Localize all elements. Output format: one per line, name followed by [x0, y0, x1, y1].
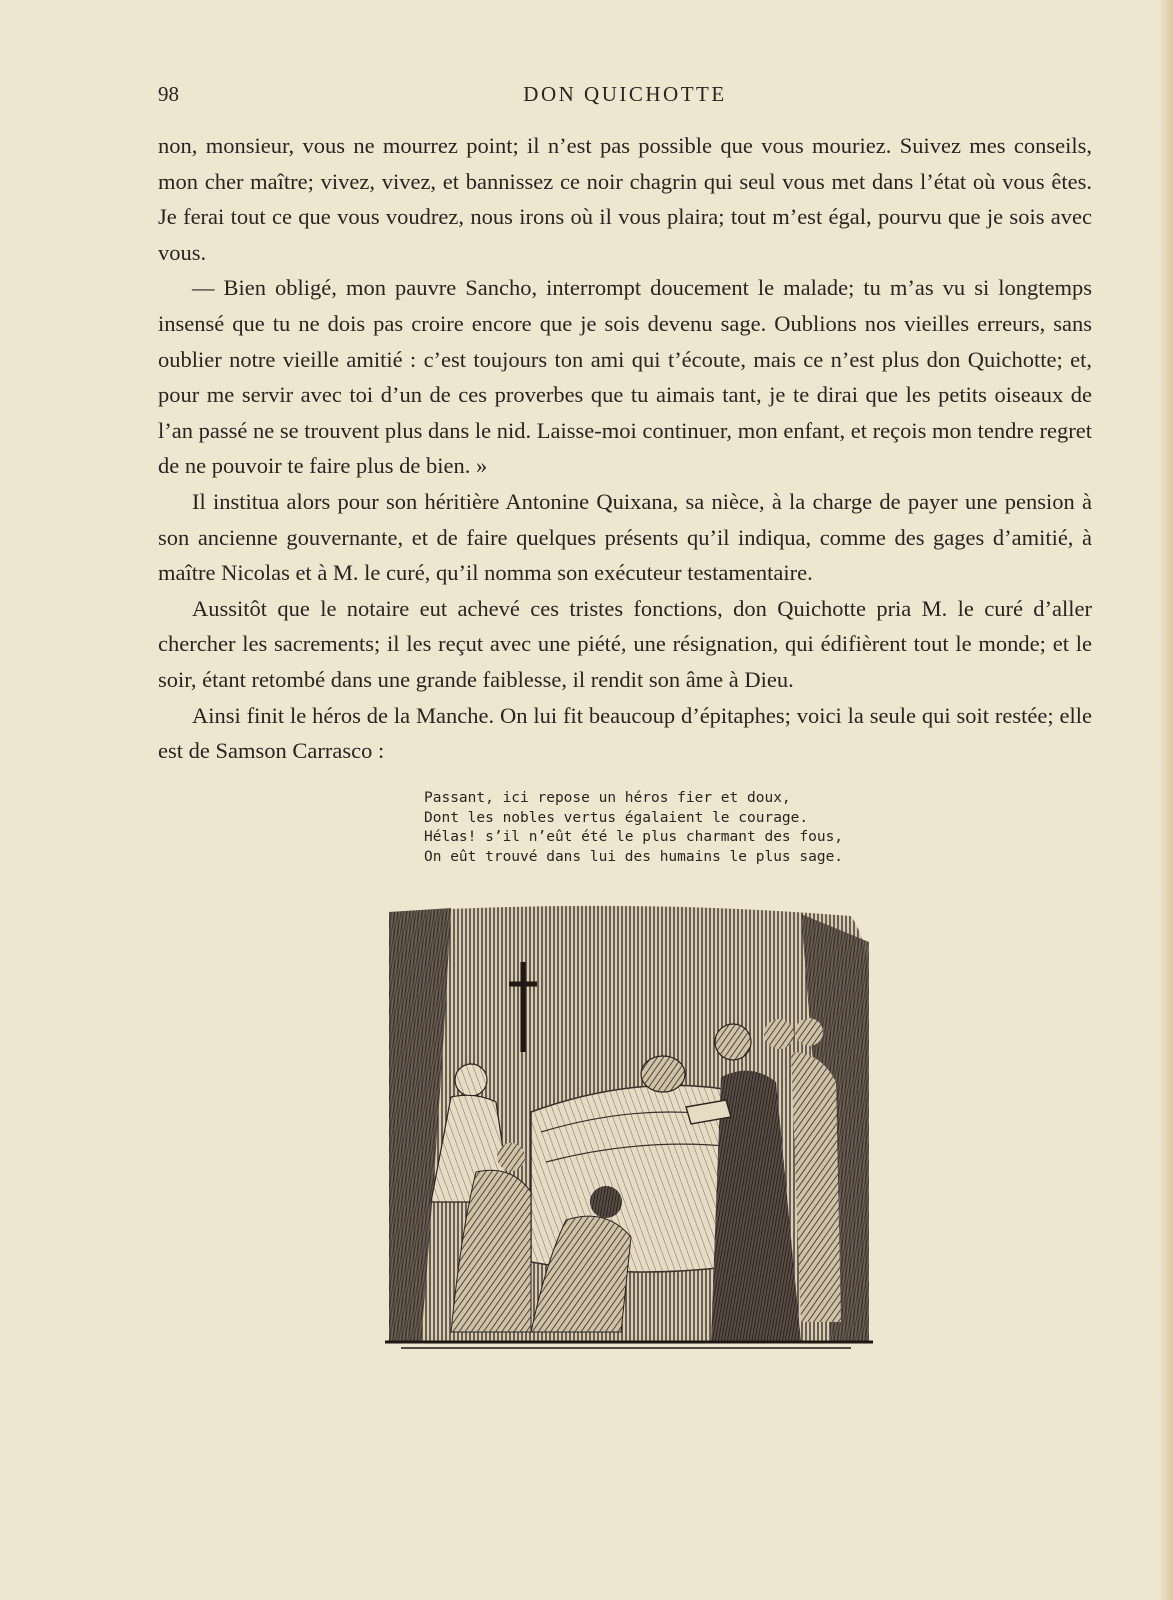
paragraph: — Bien obligé, mon pauvre Sancho, interrompt doucement le malade; tu m’as vu si longtemps insensé que tu ne dois pas croire encore que je sois devenu sage. Oublions nos vieilles erreurs, sans oublier notre vieille amitié : c’est toujours ton ami qui t’écoute, mais ce n’est plus don Quichotte; et, pour me servir avec toi d’un de ces proverbes que tu aimais tant, je te dirai que les petits oiseaux de l’an passé ne se trouvent plus dans le nid. Laisse-moi continuer, mon enfant, et reçois mon tendre regret de ne pouvoir te faire plus de bien. »	[158, 275, 1092, 479]
body-text	[158, 128, 1092, 769]
page-number: 98	[158, 82, 179, 106]
epitaph-verse	[424, 789, 864, 867]
verse-line: Dont les nobles vertus égalaient le courage.	[424, 809, 809, 826]
running-title: DON QUICHOTTE	[523, 82, 727, 106]
page-header	[158, 82, 1092, 112]
verse-line: On eût trouvé dans lui des humains le plus sage.	[424, 848, 844, 865]
paragraph: non, monsieur, vous ne mourrez point; il n’est pas possible que vous mouriez. Suivez mes conseils, mon cher maître; vivez, vivez, et bannissez ce noir chagrin qui seul vous met dans l’état où vous êtes. Je ferai tout ce que vous voudrez, nous irons où il vous plaira; tout m’est égal, pourvu que je sois avec vous.	[158, 133, 1092, 265]
verse-line: Hélas! s’il n’eût été le plus charmant des fous,	[424, 829, 844, 845]
deathbed-engraving	[381, 902, 881, 1362]
page-edge	[1159, 0, 1173, 1600]
verse-line: Passant, ici repose un héros fier et doux,	[424, 790, 791, 806]
paragraph: Il institua alors pour son héritière Antonine Quixana, sa nièce, à la charge de payer une pension à son ancienne gouvernante, et de faire quelques présents qu’il indiqua, comme des gages d’amitié, à maître Nicolas et à M. le curé, qu’il nomma son exécuteur testamentaire.	[158, 488, 1092, 586]
paragraph: Ainsi finit le héros de la Manche. On lui fit beaucoup d’épitaphes; voici la seule qui soit restée; elle est de Samson Carrasco :	[158, 702, 1092, 764]
paragraph: Aussitôt que le notaire eut achevé ces tristes fonctions, don Quichotte pria M. le curé d’aller chercher les sacrements; il les reçut avec une piété, une résignation, qui édifièrent tout le monde; et le soir, étant retombé dans une grande faiblesse, il rendit son âme à Dieu.	[158, 595, 1092, 692]
